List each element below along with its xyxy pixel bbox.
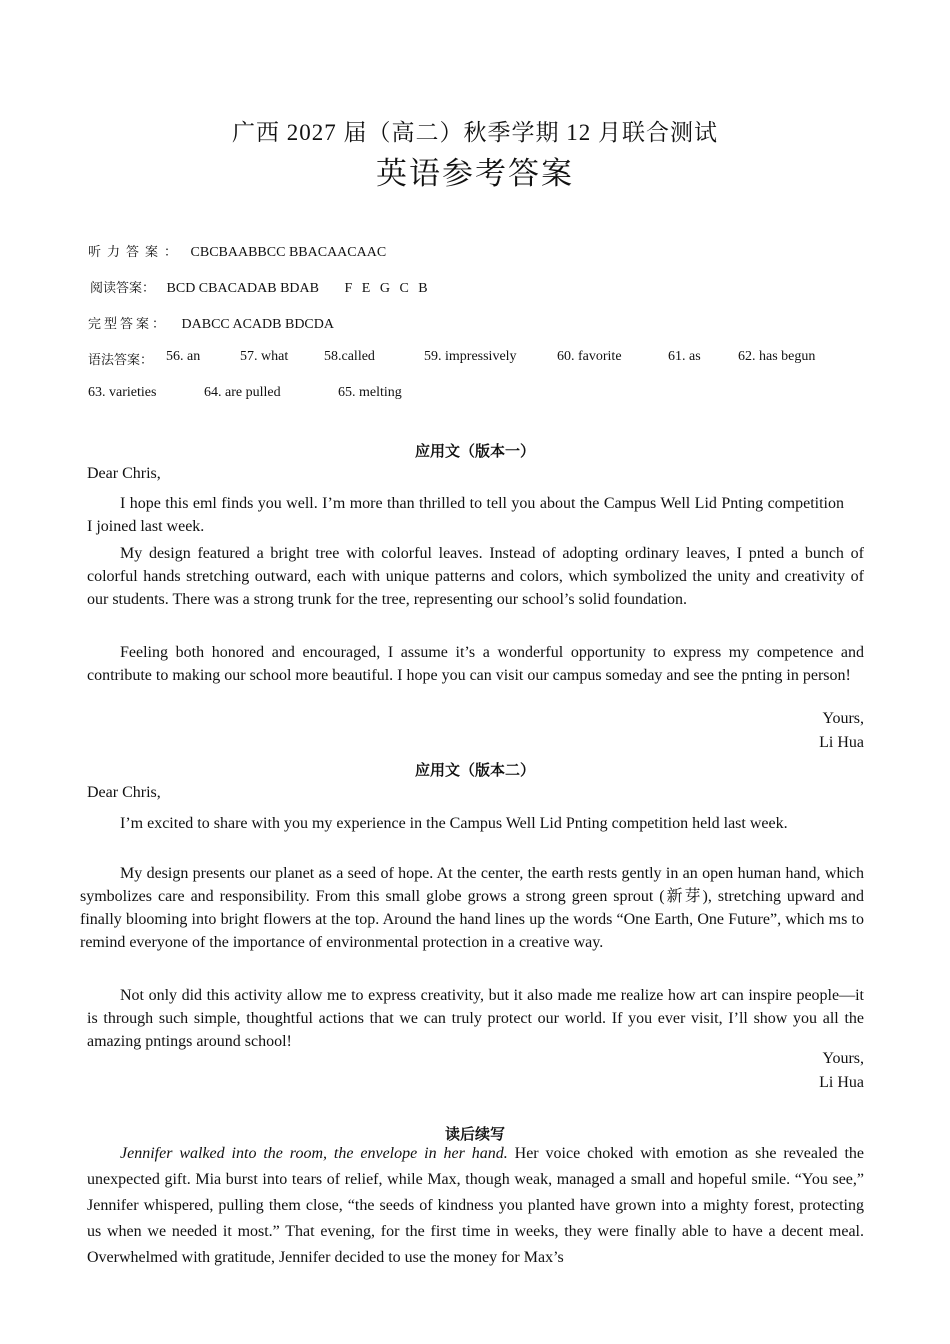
letter1-salutation: Dear Chris,: [87, 465, 161, 482]
reading-value-2: F E G C B: [344, 281, 431, 296]
letter2-paragraph-1: I’m excited to share with you my experience in the Campus Well Lid Pnting competition held last week.: [120, 815, 788, 832]
grammar-item: 60. favorite: [557, 349, 622, 364]
grammar-item: 59. impressively: [424, 349, 517, 364]
letter2-signature: Li Hua: [819, 1074, 864, 1091]
grammar-label: 语法答案：: [88, 353, 154, 368]
continuation-heading: 读后续写: [444, 1125, 505, 1143]
answer-key-title: 英语参考答案: [376, 156, 574, 191]
letter2-paragraph-2: My design presents our planet as a seed of hope. At the center, the earth rests gently in an open human hand, which symbolizes care and responsibility. From this small globe grows a strong green sprout (新芽), stretching upward and finally blooming into bright flowers at the top. Around the hand lines up the words “One Earth, One Future”, which ms to remind everyone of the importance of environmental protection in a creative way.: [80, 865, 864, 951]
continuation-paragraph: [87, 1141, 864, 1271]
listening-label: 听力答案：: [88, 245, 184, 260]
grammar-item: 63. varieties: [88, 385, 157, 400]
continuation-body: Her voice choked with emotion as she revealed the unexpected gift. Mia burst into tears of relief, while Max, though weak, managed a small and hopeful smile. “You see,” Jennifer whispered, pulling them close, “the seeds of kindness you planted have grown into a mighty forest, protecting us when we needed it most.” That evening, for the first time in weeks, they were finally able to have a decent meal. Overwhelmed with gratitude, Jennifer decided to use the money for Max’s: [87, 1145, 865, 1266]
letter1-heading: 应用文（版本一）: [414, 442, 535, 460]
exam-title: 广西 2027 届（高二）秋季学期 12 月联合测试: [232, 120, 718, 145]
letter2-paragraph-3: Not only did this activity allow me to express creativity, but it also made me realize how art can inspire people—it is through such simple, thoughtful actions that we can truly protect our world. If you ever visit, I’ll show you all the amazing pntings around school!: [87, 987, 864, 1050]
grammar-item: 61. as: [668, 349, 701, 364]
listening-value: CBCBAABBCC BBACAACAAC: [190, 245, 387, 260]
grammar-item: 56. an: [166, 349, 201, 364]
reading-answers: [90, 277, 431, 297]
letter1-closing: Yours,: [822, 710, 864, 727]
letter1-signature: Li Hua: [819, 734, 864, 751]
reading-value: BCD CBACADAB BDAB: [166, 281, 319, 296]
cloze-answers: [88, 313, 334, 333]
letter1-paragraph-2: My design featured a bright tree with colorful leaves. Instead of adopting ordinary leaves, I pnted a bunch of colorful hands stretching outward, each with unique patterns and colors, which symbolized the unity and creativity of our students. There was a strong trunk for the tree, representing our school’s solid foundation.: [87, 545, 864, 608]
letter1-paragraph-3: Feeling both honored and encouraged, I assume it’s a wonderful opportunity to express my competence and contribute to making our school more beautiful. I hope you can visit our campus someday and see the pnting in person!: [87, 644, 864, 684]
listening-answers: [88, 241, 386, 261]
continuation-opening: Jennifer walked into the room, the envelope in her hand.: [120, 1145, 508, 1162]
grammar-item: 57. what: [240, 349, 289, 364]
letter2-heading: 应用文（版本二）: [414, 761, 535, 779]
grammar-item: 58.called: [324, 349, 375, 364]
grammar-item: 64. are pulled: [204, 385, 281, 400]
grammar-item: 65. melting: [338, 385, 402, 400]
letter2-closing: Yours,: [822, 1050, 864, 1067]
letter2-salutation: Dear Chris,: [87, 784, 161, 801]
cloze-value: DABCC ACADB BDCDA: [181, 317, 334, 332]
letter1-paragraph-1: I hope this eml finds you well. I’m more than thrilled to tell you about the Campus Well Lid Pnting competition I joined last week.: [87, 495, 844, 535]
cloze-label: 完型答案：: [88, 317, 169, 332]
grammar-item: 62. has begun: [738, 349, 816, 364]
reading-label: 阅读答案：: [90, 281, 156, 296]
